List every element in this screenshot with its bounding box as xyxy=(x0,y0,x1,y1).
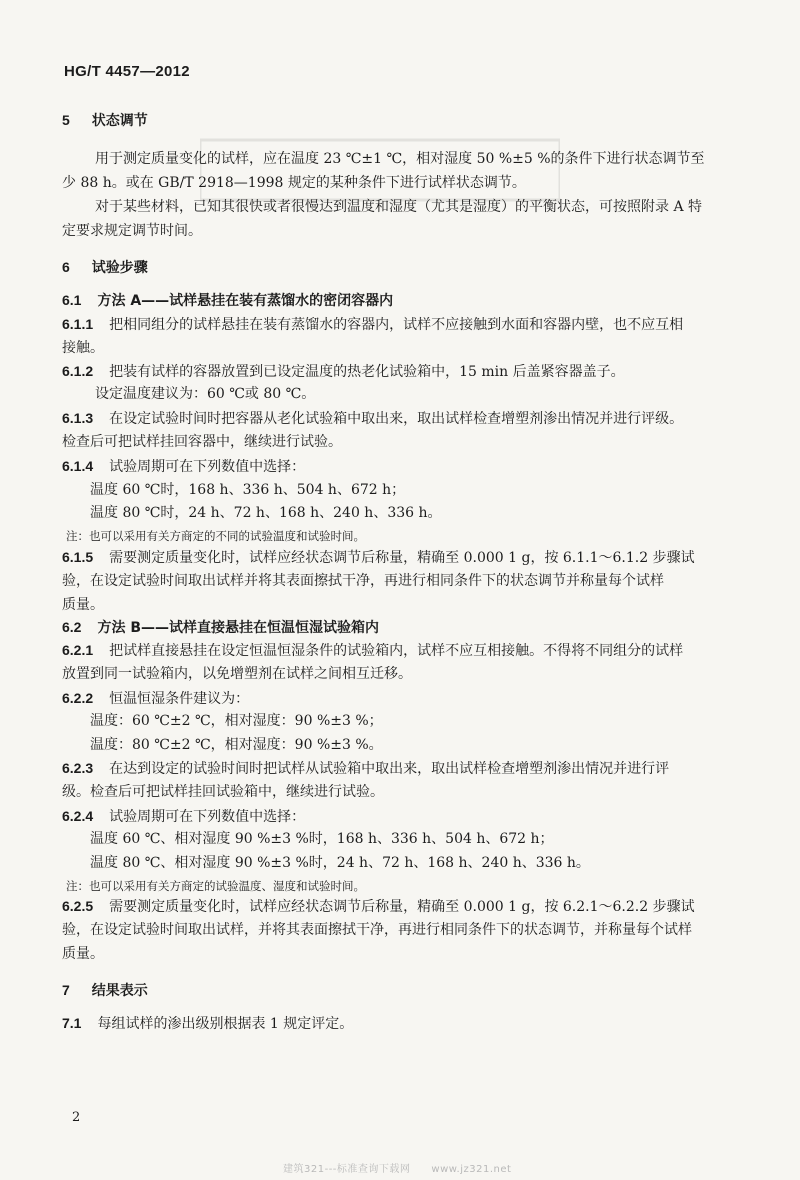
paragraph-line: 检查后可把试样挂回容器中，继续进行试验。 xyxy=(62,434,342,450)
page-number: 2 xyxy=(72,1110,81,1125)
section-number: 6 xyxy=(62,259,70,275)
clause-6-2-2: 6.2.2 恒温恒湿条件建议为： xyxy=(62,690,250,707)
list-item: 温度：80 ℃±2 ℃，相对湿度：90 %±3 %。 xyxy=(90,737,383,753)
section-title: 试验步骤 xyxy=(91,260,148,276)
clause-6-2-1: 6.2.1 把试样直接悬挂在设定恒温恒湿条件的试验箱内，试样不应互相接触。不得将不同组分的试样 xyxy=(62,642,684,659)
subsection-6-2-heading: 6.2 方法 B——试样直接悬挂在恒温恒湿试验箱内 xyxy=(62,619,380,636)
section-title: 状态调节 xyxy=(91,113,148,129)
clause-7-1: 7.1 每组试样的渗出级别根据表 1 规定评定。 xyxy=(62,1015,354,1032)
section-number: 7 xyxy=(62,982,70,998)
list-item: 温度 80 ℃、相对湿度 90 %±3 %时，24 h、72 h、168 h、240 h、336 h。 xyxy=(90,855,590,871)
section-5-heading xyxy=(62,110,752,131)
standard-id-header: HG/T 4457—2012 xyxy=(64,63,190,80)
clause-6-2-4: 6.2.4 试验周期可在下列数值中选择： xyxy=(62,808,306,825)
paragraph-line: 级。检查后可把试样挂回试验箱中，继续进行试验。 xyxy=(62,784,384,800)
paragraph-line: 验，在设定试验时间取出试样，并将其表面擦拭干净，再进行相同条件下的状态调节，并称量每个试样 xyxy=(62,922,692,938)
paragraph-line: 质量。 xyxy=(62,597,104,613)
list-item: 温度 60 ℃、相对湿度 90 %±3 %时，168 h、336 h、504 h、672 h； xyxy=(90,831,554,847)
section-6-heading xyxy=(62,257,752,278)
paragraph-line: 用于测定质量变化的试样，应在温度 23 ℃±1 ℃，相对湿度 50 %±5 %的条件下进行状态调节至 xyxy=(95,151,705,167)
paragraph-line: 少 88 h。或在 GB/T 2918—1998 规定的某种条件下进行试样状态调节。 xyxy=(62,175,526,191)
list-item: 温度：60 ℃±2 ℃，相对湿度：90 %±3 %； xyxy=(90,713,383,729)
clause-6-2-5: 6.2.5 需要测定质量变化时，试样应经状态调节后称量，精确至 0.000 1 g，按 6.2.1～6.2.2 步骤试 xyxy=(62,898,695,915)
list-item: 温度 80 ℃时，24 h、72 h、168 h、240 h、336 h。 xyxy=(90,505,442,521)
paragraph-line: 接触。 xyxy=(62,340,104,356)
paragraph-line: 验，在设定试验时间取出试样并将其表面擦拭干净，再进行相同条件下的状态调节并称量每个试样 xyxy=(62,573,664,589)
paragraph-line: 设定温度建议为：60 ℃或 80 ℃。 xyxy=(95,386,316,402)
paragraph-line: 定要求规定调节时间。 xyxy=(62,223,202,239)
clause-6-1-3: 6.1.3 在设定试验时间时把容器从老化试验箱中取出来，取出试样检查增塑剂渗出情况并进行评级。 xyxy=(62,410,684,427)
subsection-6-1-heading: 6.1 方法 A——试样悬挂在装有蒸馏水的密闭容器内 xyxy=(62,292,394,309)
paragraph-line: 放置到同一试验箱内，以免增塑剂在试样之间相互迁移。 xyxy=(62,666,412,682)
faint-watermark-stamp xyxy=(200,135,560,205)
note: 注：也可以采用有关方商定的试验温度、湿度和试验时间。 xyxy=(66,879,365,893)
clause-6-1-2: 6.1.2 把装有试样的容器放置到已设定温度的热老化试验箱中，15 min 后盖紧容器盖子。 xyxy=(62,363,625,380)
section-number: 5 xyxy=(62,112,70,128)
clause-6-1-1: 6.1.1 把相同组分的试样悬挂在装有蒸馏水的容器内，试样不应接触到水面和容器内壁，也不应互相 xyxy=(62,316,684,333)
section-title: 结果表示 xyxy=(91,983,148,999)
paragraph-line: 质量。 xyxy=(62,946,104,962)
clause-6-1-4: 6.1.4 试验周期可在下列数值中选择： xyxy=(62,458,306,475)
clause-6-2-3: 6.2.3 在达到设定的试验时间时把试样从试验箱中取出来，取出试样检查增塑剂渗出情况并进行评 xyxy=(62,760,670,777)
paragraph-line: 对于某些材料，已知其很快或者很慢达到温度和湿度（尤其是湿度）的平衡状态，可按照附录 A 特 xyxy=(95,199,703,215)
clause-6-1-5: 6.1.5 需要测定质量变化时，试样应经状态调节后称量，精确至 0.000 1 g，按 6.1.1～6.1.2 步骤试 xyxy=(62,549,695,566)
list-item: 温度 60 ℃时，168 h、336 h、504 h、672 h； xyxy=(90,482,406,498)
note: 注：也可以采用有关方商定的不同的试验温度和试验时间。 xyxy=(66,529,365,543)
section-7-heading xyxy=(62,980,752,1001)
footer-watermark: 建筑321---标准查询下载网 www.jz321.net xyxy=(283,1164,512,1175)
